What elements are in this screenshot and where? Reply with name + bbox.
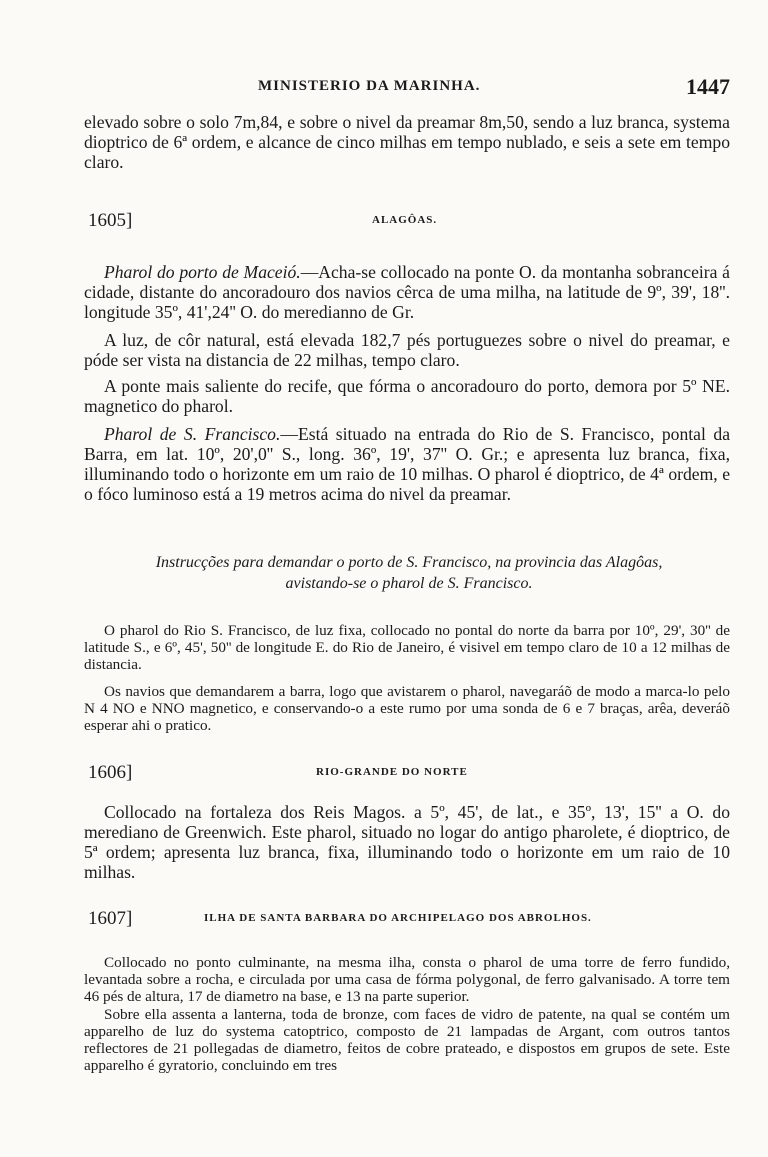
paragraph-pharol-maceio (84, 262, 730, 322)
paragraph-ponte: A ponte mais saliente do recife, que fórma o ancoradouro do porto, demora por 5º NE. magnetico do pharol. (84, 376, 730, 416)
section-title: ILHA DE SANTA BARBARA DO ARCHIPELAGO DOS ABROLHOS. (204, 912, 592, 924)
section-number: 1607] (88, 908, 133, 929)
lighthouse-name: Pharol de S. Francisco. (104, 424, 281, 444)
paragraph-text: —Acha-se collocado na ponte O. da montanha sobranceira á cidade, distante do ancoradouro dos navios cêrca de uma milha, na latitude de 9º, 39', 18''. longitude 35º, 41',24'' O. do meredianno de Gr. (84, 262, 730, 322)
instructions-line-1: Instrucções para demandar o porto de S. Francisco, na provincia das Alagôas, (155, 554, 663, 571)
instructions-line-2: avistando-se o pharol de S. Francisco. (285, 575, 533, 592)
paragraph-torre: Collocado no ponto culminante, na mesma ilha, consta o pharol de uma torre de ferro fundido, levantada sobre a rocha, e circulada por uma casa de fórma polygonal, de ferro galvanisado. A torre tem 46 pés de altura, 17 de diametro na base, e 13 na parte superior. (84, 954, 730, 1005)
section-title: RIO-GRANDE DO NORTE (316, 766, 468, 778)
page-header (90, 74, 730, 102)
paragraph-navios: Os navios que demandarem a barra, logo que avistarem o pharol, navegaráõ de modo a marca-lo pelo N 4 NO e NNO magnetico, e conservando-o a este rumo por uma sonda de 6 e 7 braças, arêa, deveráõ esperar ahi o pratico. (84, 683, 730, 734)
section-heading-1605 (88, 210, 730, 232)
running-title: MINISTERIO DA MARINHA. (258, 78, 481, 94)
paragraph-text: —Está situado na entrada do Rio de S. Francisco, pontal da Barra, em lat. 10º, 20',0'' S., long. 36º, 19', 37'' O. Gr.; e apresenta luz branca, fixa, illuminando todo o horizonte em um raio de 10 milhas. O pharol é dioptrico, de 4ª ordem, e o fóco luminoso está a 19 metros acima do nivel da preamar. (84, 424, 731, 504)
lighthouse-name: Pharol do porto de Maceió. (104, 262, 301, 282)
intro-paragraph: elevado sobre o solo 7m,84, e sobre o nivel da preamar 8m,50, sendo a luz branca, systema dioptrico de 6ª ordem, e alcance de cinco milhas em tempo nublado, e seis a sete em tempo claro. (84, 112, 730, 172)
instructions-heading (88, 552, 730, 594)
paragraph-pharol-sao-francisco (84, 424, 730, 504)
paragraph-luz: A luz, de côr natural, está elevada 182,7 pés portuguezes sobre o nivel do preamar, e póde ser vista na distancia de 22 milhas, tempo claro. (84, 330, 730, 370)
paragraph-lanterna: Sobre ella assenta a lanterna, toda de bronze, com faces de vidro de patente, na qual se contém um apparelho de luz do systema catoptrico, composto de 21 lampadas de Argant, com outros tantos reflectores de 21 pollegadas de diametro, feitos de cobre prateado, e dispostos em grupos de sete. Este apparelho é gyratorio, concluindo em tres (84, 1006, 730, 1074)
paragraph-rio-sao-francisco: O pharol do Rio S. Francisco, de luz fixa, collocado no pontal do norte da barra por 10º, 29', 30'' de latitude S., e 6º, 45', 50'' de longitude E. do Rio de Janeiro, é visivel em tempo claro de 10 a 12 milhas de distancia. (84, 622, 730, 673)
section-title: ALAGÔAS. (372, 214, 438, 226)
page-number: 1447 (686, 74, 730, 99)
section-heading-1607 (88, 908, 730, 930)
paragraph-reis-magos: Collocado na fortaleza dos Reis Magos. a 5º, 45', de lat., e 35º, 13', 15'' a O. do merediano de Greenwich. Este pharol, situado no logar do antigo pharolete, é dioptrico, de 5ª ordem; apresenta luz branca, fixa, illuminando todo o horizonte em um raio de 10 milhas. (84, 802, 730, 882)
section-number: 1605] (88, 210, 133, 231)
section-number: 1606] (88, 762, 133, 783)
section-heading-1606 (88, 762, 730, 784)
